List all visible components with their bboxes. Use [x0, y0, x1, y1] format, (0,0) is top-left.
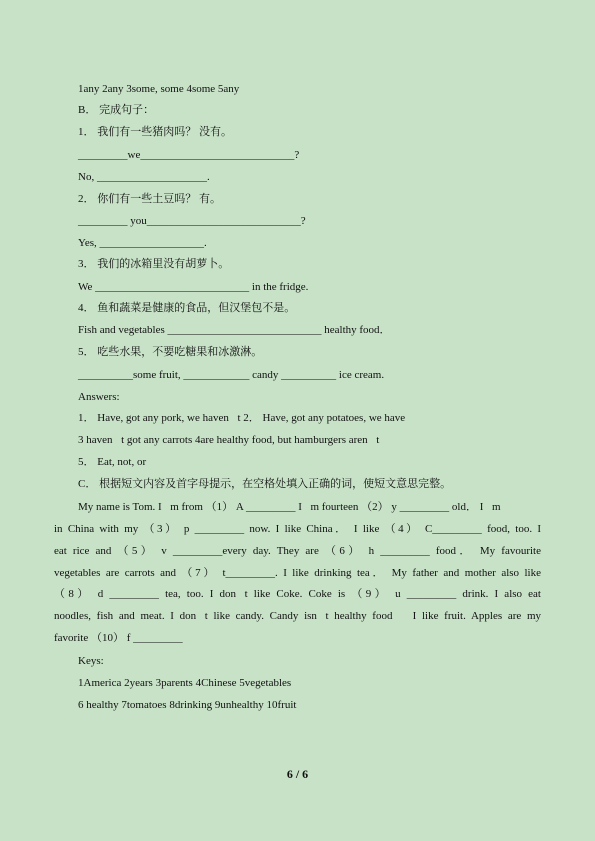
passage-line-1: My name is Tom. I m from （1） A _________ I m fourteen （2） y _________ old． I m	[78, 501, 501, 513]
question-3-chinese: 3． 我们的冰箱里没有胡萝卜。	[78, 258, 230, 270]
answers-line-3: 5． Eat, not, or	[78, 456, 147, 468]
page-number: 6 / 6	[286, 767, 309, 781]
section-c-heading: C． 根据短文内容及首字母提示，在空格处填入正确的词，使短文意思完整。	[78, 478, 452, 490]
keys-line-1: 1America 2years 3parents 4Chinese 5vegetables	[78, 677, 292, 689]
keys-label: Keys:	[78, 655, 104, 667]
passage-line-2: in China with my （3） p _________ now. I like China． I like （4） C_________ food, too. I	[54, 523, 541, 535]
question-5-english: __________some fruit, ____________ candy __________ ice cream.	[78, 369, 385, 381]
answers-label: Answers:	[78, 391, 120, 403]
section-b-heading: B． 完成句子：	[78, 104, 155, 116]
question-1-english: _________we____________________________?	[78, 149, 300, 161]
question-2-reply: Yes, ___________________.	[78, 237, 207, 249]
section-a-answer-keys: 1any 2any 3some, some 4some 5any	[78, 83, 240, 95]
question-2-english: _________ you____________________________?	[78, 215, 306, 227]
question-2-chinese: 2． 你们有一些土豆吗？ 有。	[78, 193, 221, 205]
passage-line-4: vegetables are carrots and （7） t_________. I like drinking tea． My father and mother also like	[54, 567, 541, 579]
question-1-chinese: 1． 我们有一些猪肉吗？ 没有。	[78, 126, 232, 138]
passage-line-5: （8） d _________ tea, too. I don t like Coke. Coke is （9） u _________ drink. I also eat	[54, 588, 541, 600]
question-4-english: Fish and vegetables ____________________________ healthy food．	[78, 324, 391, 336]
keys-line-2: 6 healthy 7tomatoes 8drinking 9unhealthy 10fruit	[78, 699, 297, 711]
question-4-chinese: 4． 鱼和蔬菜是健康的食品，但汉堡包不是。	[78, 302, 296, 314]
answers-line-2: 3 haven t got any carrots 4are healthy food, but hamburgers aren t	[78, 434, 380, 446]
passage-line-7: favorite （10） f _________	[54, 632, 183, 644]
question-3-english: We ____________________________ in the fridge.	[78, 281, 309, 293]
question-1-reply: No, ____________________.	[78, 171, 210, 183]
answers-line-1: 1． Have, got any pork, we haven t 2． Have, got any potatoes, we have	[78, 412, 406, 424]
passage-line-3: eat rice and （5） v _________every day. They are （6） h _________ food． My favourite	[54, 545, 541, 557]
question-5-chinese: 5． 吃些水果，不要吃糖果和冰激淋。	[78, 346, 263, 358]
passage-line-6: noodles, fish and meat. I don t like candy. Candy isn t healthy food． I like fruit. Apples are my	[54, 610, 541, 622]
